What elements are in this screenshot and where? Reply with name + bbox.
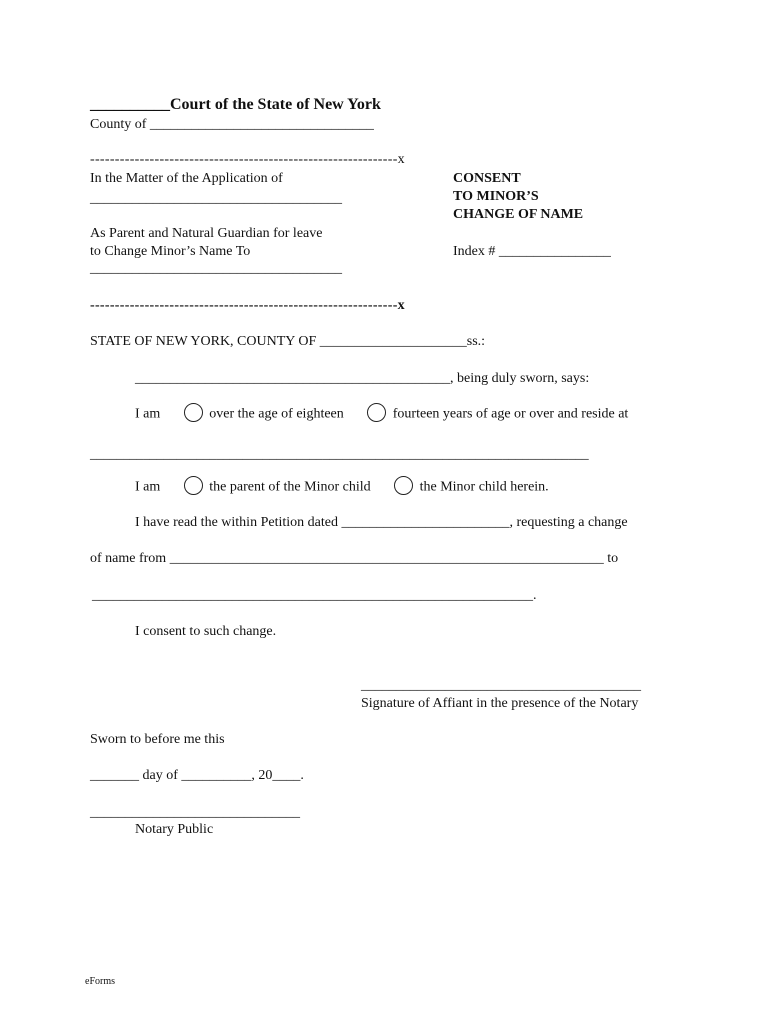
doc-title-line-1: CONSENT [453, 171, 521, 186]
role-row [135, 478, 549, 497]
sworn-before-line: Sworn to before me this [90, 732, 225, 747]
caption-divider-top: --------------------------------------------------------------x [90, 152, 405, 167]
age-over-eighteen-label: over the age of eighteen [209, 406, 344, 422]
age-over-eighteen-radio[interactable] [184, 403, 203, 422]
state-county-line[interactable]: STATE OF NEW YORK, COUNTY OF _____________________ss.: [90, 334, 486, 349]
doc-title-line-2: TO MINOR’S [453, 189, 539, 204]
role-parent-radio[interactable] [184, 476, 203, 495]
caption-divider-bottom: --------------------------------------------------------------x [90, 298, 405, 313]
doc-title-line-3: CHANGE OF NAME [453, 207, 584, 222]
age-row [135, 405, 628, 424]
age-fourteen-label: fourteen years of age or over and reside at [392, 406, 629, 422]
role-parent-label: the parent of the Minor child [209, 479, 371, 495]
signature-label: Signature of Affiant in the presence of the Notary [361, 696, 639, 711]
index-number-field[interactable]: Index # ________________ [453, 244, 611, 259]
role-minor-radio[interactable] [394, 476, 413, 495]
signature-field[interactable]: ________________________________________ [361, 678, 641, 693]
address-field[interactable]: ___________________________________________________________________________ [90, 446, 589, 461]
affiant-name-line[interactable]: _____________________________________________, being duly sworn, says: [135, 371, 590, 386]
consent-statement: I consent to such change. [135, 624, 277, 639]
notary-public-label: Notary Public [135, 822, 214, 837]
new-name-field[interactable]: ____________________________________ [90, 261, 342, 276]
notary-signature-field[interactable]: ______________________________ [90, 805, 300, 820]
eforms-brand: eForms [85, 976, 115, 987]
age-prefix: I am [135, 406, 161, 422]
role-prefix: I am [135, 479, 161, 495]
matter-line: In the Matter of the Application of [90, 171, 283, 186]
name-from-line[interactable]: of name from ______________________________________________________________ to [90, 551, 619, 566]
court-title: __________Court of the State of New York [90, 96, 381, 113]
name-to-field[interactable]: _______________________________________________________________. [92, 588, 537, 603]
applicant-name-field[interactable]: ____________________________________ [90, 191, 342, 206]
role-minor-label: the Minor child herein. [419, 479, 549, 495]
notary-date-line[interactable]: _______ day of __________, 20____. [90, 768, 304, 783]
age-fourteen-radio[interactable] [367, 403, 386, 422]
petition-date-line[interactable]: I have read the within Petition dated ________________________, requesting a change [135, 515, 628, 530]
guardian-line-1: As Parent and Natural Guardian for leave [90, 226, 323, 241]
guardian-line-2: to Change Minor’s Name To [90, 244, 251, 259]
county-line[interactable]: County of ________________________________ [90, 117, 374, 132]
